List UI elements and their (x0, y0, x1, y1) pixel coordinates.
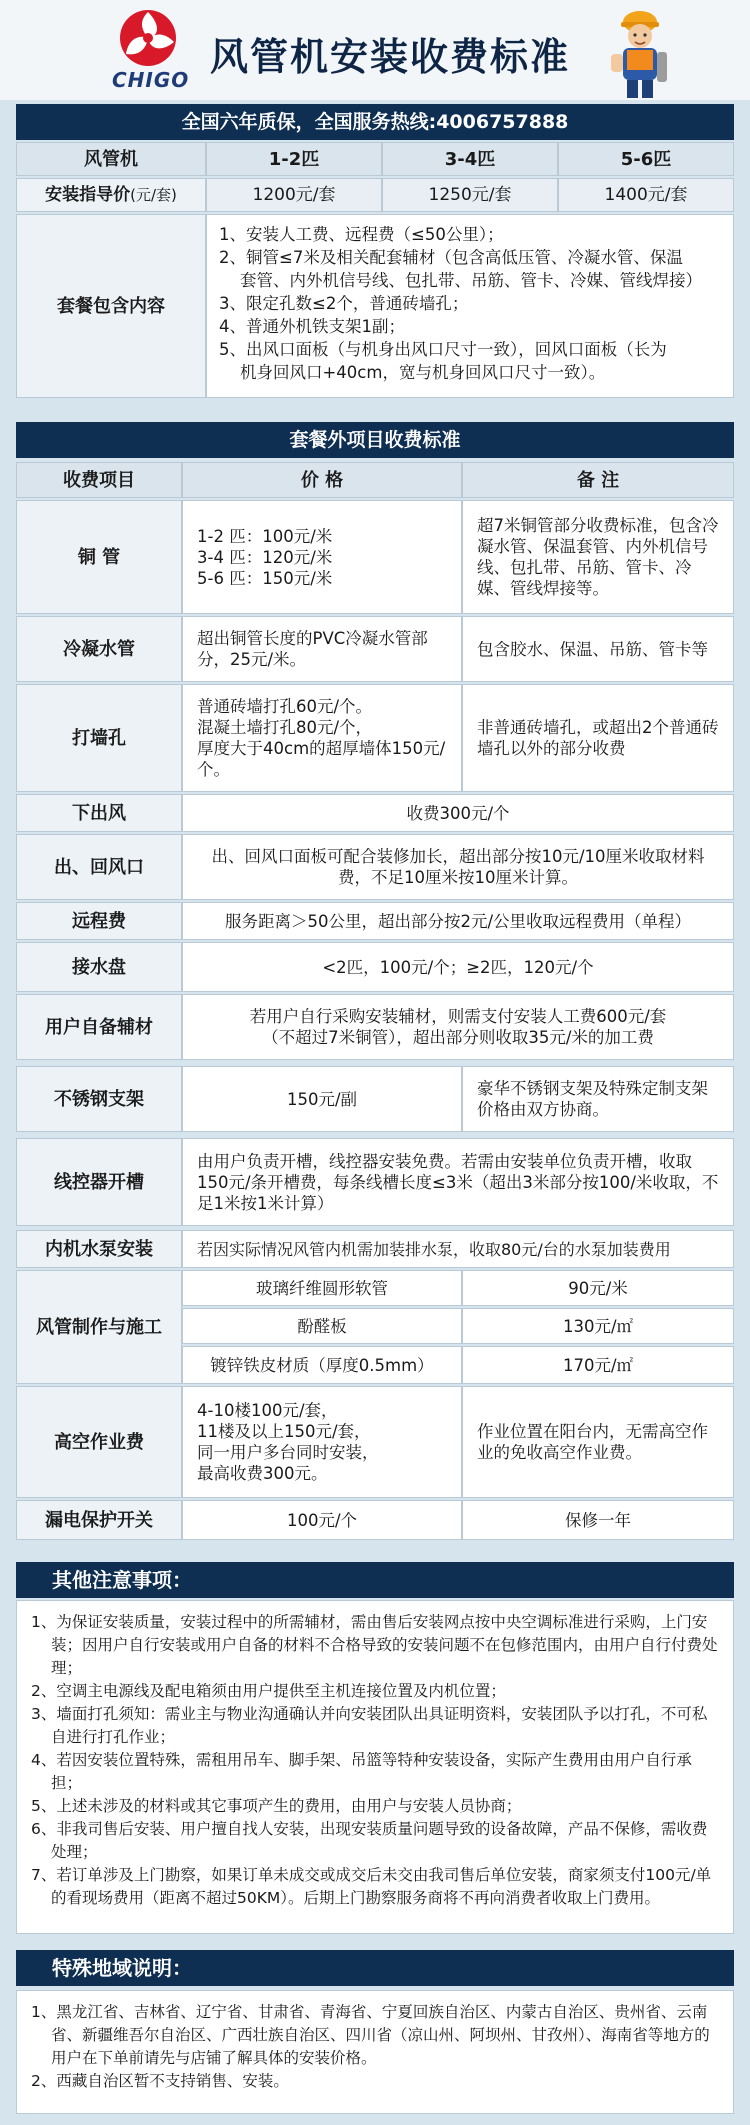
price-table-col-5-6: 5-6匹 (558, 142, 734, 176)
drip-tray-label: 接水盘 (16, 942, 182, 992)
controller-slot-price-text: 由用户负责开槽，线控器安装免费。若需由安装单位负责开槽，收取150元/条开槽费，每条线槽长度≤3米（超出3米部分按100/米收取，不足1米按1米计算） (197, 1151, 719, 1213)
price-table-col-3-4: 3-4匹 (382, 142, 558, 176)
controller-slot-label: 线控器开槽 (16, 1138, 182, 1226)
duct-row-price: 90元/米 (462, 1270, 734, 1306)
steel-bracket-label: 不锈钢支架 (16, 1066, 182, 1132)
price-table-col-1-2: 1-2匹 (206, 142, 382, 176)
pump-price-text: 若因实际情况风管内机需加装排水泵，收取80元/台的水泵加装费用 (197, 1239, 671, 1259)
steel-bracket-note (462, 1066, 734, 1132)
duct-row-name: 玻璃纤维圆形软管 (182, 1270, 462, 1306)
own-materials-label: 用户自备辅材 (16, 994, 182, 1060)
wall-hole-price-text: 普通砖墙打孔60元/个。 混凝土墙打孔80元/个， 厚度大于40cm的超厚墙体150元/个。 (197, 697, 446, 779)
package-item: 机身回风口+40cm，宽与机身回风口尺寸一致）。 (219, 363, 606, 382)
duct-row-price: 130元/㎡ (462, 1308, 734, 1344)
wall-hole-price (182, 684, 462, 792)
worker-mascot-icon (605, 2, 675, 100)
notes-item: 1、为保证安装质量，安装过程中的所需辅材，需由售后安装网点按中央空调标准进行采购，上门安装；因用户自行安装或用户自备的材料不合格导致的安装问题不在包修范围内，由用户自行付费处理； (31, 1613, 718, 1677)
bottom-outlet-price: 收费300元/个 (182, 794, 734, 832)
extra-header-item: 收费项目 (16, 462, 182, 498)
copper-note-text: 超7米铜管部分收费标准，包含冷凝水管、保温套管、内外机信号线、包扎带、吊筋、管卡、冷媒、管线焊接等。 (477, 516, 719, 598)
package-item: 1、安装人工费、远程费（≤50公里）； (219, 225, 504, 244)
controller-slot-price (182, 1138, 734, 1226)
copper-label: 铜 管 (16, 500, 182, 614)
own-materials-price-text: 若用户自行采购安装辅材，则需支付安装人工费600元/套 （不超过7米铜管），超出部分则收取35元/米的加工费 (249, 1007, 667, 1047)
drain-note-text: 包含胶水、保温、吊筋、管卡等 (477, 639, 708, 659)
duct-row-name: 酚醛板 (182, 1308, 462, 1344)
copper-price (182, 500, 462, 614)
package-item: 套管、内外机信号线、包扎带、吊筋、管卡、冷媒、管线焊接） (219, 271, 702, 290)
wall-hole-note-text: 非普通砖墙孔，或超出2个普通砖墙孔以外的部分收费 (477, 718, 719, 758)
notes-item: 6、非我司售后安装、用户擅自找人安装，出现安装质量问题导致的设备故障，产品不保修，需收费处理； (31, 1820, 708, 1861)
height-work-note-text: 作业位置在阳台内，无需高空作业的免收高空作业费。 (477, 1422, 708, 1462)
notes-item: 4、若因安装位置特殊，需租用吊车、脚手架、吊篮等特种安装设备，实际产生费用由用户自行承担； (31, 1751, 692, 1792)
notes-title: 其他注意事项： (16, 1562, 734, 1598)
guide-price-label-unit: (元/套) (130, 185, 177, 204)
duct-row-name: 镀锌铁皮材质（厚度0.5mm） (182, 1346, 462, 1384)
guide-price-3-4: 1250元/套 (382, 178, 558, 212)
logo-text: CHIGO (112, 68, 190, 92)
package-label: 套餐包含内容 (16, 214, 206, 398)
price-table-col-label: 风管机 (16, 142, 206, 176)
drain-label: 冷凝水管 (16, 616, 182, 682)
pump-label: 内机水泵安装 (16, 1230, 182, 1268)
regions-item: 2、西藏自治区暂不支持销售、安装。 (31, 2072, 289, 2090)
package-item: 2、铜管≤7米及相关配套辅材（包含高低压管、冷凝水管、保温 (219, 248, 683, 267)
page-title: 风管机安装收费标准 (210, 35, 571, 79)
drain-price (182, 616, 462, 682)
regions-item: 1、黑龙江省、吉林省、辽宁省、甘肃省、青海省、宁夏回族自治区、内蒙古自治区、贵州省、云南省、新疆维吾尔自治区、广西壮族自治区、四川省（凉山州、阿坝州、甘孜州）、海南省等地方的用户在下单前请先与店铺了解具体的安装价格。 (31, 2003, 710, 2067)
regions-list (16, 1990, 734, 2114)
regions-title: 特殊地域说明： (16, 1950, 734, 1986)
guide-price-label-main: 安装指导价 (45, 184, 131, 205)
pump-price (182, 1230, 734, 1268)
copper-note (462, 500, 734, 614)
leakage-switch-label: 漏电保护开关 (16, 1500, 182, 1540)
extra-header-note: 备 注 (462, 462, 734, 498)
height-work-price (182, 1386, 462, 1498)
steel-bracket-price: 150元/副 (182, 1066, 462, 1132)
height-work-label: 高空作业费 (16, 1386, 182, 1498)
guide-price-label (16, 178, 206, 212)
distance-fee-label: 远程费 (16, 902, 182, 940)
notes-item: 7、若订单涉及上门勘察，如果订单未成交或成交后未交由我司售后单位安装，商家须支付100元/单的看现场费用（距离不超过50KM）。后期上门勘察服务商将不再向消费者收取上门费用。 (31, 1866, 712, 1907)
drain-price-text: 超出铜管长度的PVC冷凝水管部分，25元/米。 (197, 629, 428, 669)
leakage-switch-note: 保修一年 (462, 1500, 734, 1540)
steel-bracket-note-text: 豪华不锈钢支架及特殊定制支架价格由双方协商。 (477, 1079, 708, 1119)
own-materials-price (182, 994, 734, 1060)
drip-tray-price: <2匹，100元/个；≥2匹，120元/个 (182, 942, 734, 992)
copper-price-text: 1-2 匹：100元/米 3-4 匹：120元/米 5-6 匹：150元/米 (197, 526, 333, 588)
package-item: 5、出风口面板（与机身出风口尺寸一致），回风口面板（长为 (219, 340, 667, 359)
wall-hole-label: 打墙孔 (16, 684, 182, 792)
height-work-price-text: 4-10楼100元/套， 11楼及以上150元/套， 同一用户多台同时安装， 最高收费300元。 (197, 1401, 379, 1483)
wall-hole-note (462, 684, 734, 792)
vents-price-text: 出、回风口面板可配合装修加长，超出部分按10元/10厘米收取材料费，不足10厘米按10厘米计算。 (211, 847, 705, 887)
guide-price-5-6: 1400元/套 (558, 178, 734, 212)
notes-item: 3、墙面打孔须知：需业主与物业沟通确认并向安装团队出具证明资料，安装团队予以打孔，不可私自进行打孔作业； (31, 1705, 708, 1746)
leakage-switch-price: 100元/个 (182, 1500, 462, 1540)
height-work-note (462, 1386, 734, 1498)
extra-header-price: 价 格 (182, 462, 462, 498)
vents-label: 出、回风口 (16, 834, 182, 900)
distance-fee-price: 服务距离＞50公里，超出部分按2元/公里收取远程费用（单程） (182, 902, 734, 940)
extra-section-title: 套餐外项目收费标准 (16, 422, 734, 458)
package-content-list (206, 214, 734, 398)
guide-price-1-2: 1200元/套 (206, 178, 382, 212)
header (0, 0, 750, 100)
notes-item: 5、上述未涉及的材料或其它事项产生的费用，由用户与安装人员协商； (31, 1797, 522, 1815)
vents-price (182, 834, 734, 900)
service-banner: 全国六年质保，全国服务热线:4006757888 (16, 104, 734, 140)
duct-row-price: 170元/㎡ (462, 1346, 734, 1384)
notes-item: 2、空调主电源线及配电箱须由用户提供至主机连接位置及内机位置； (31, 1682, 506, 1700)
duct-label: 风管制作与施工 (16, 1270, 182, 1384)
package-item: 3、限定孔数≤2个，普通砖墙孔； (219, 294, 469, 313)
notes-list (16, 1600, 734, 1934)
drain-note (462, 616, 734, 682)
bottom-outlet-label: 下出风 (16, 794, 182, 832)
package-item: 4、普通外机铁支架1副； (219, 317, 405, 336)
